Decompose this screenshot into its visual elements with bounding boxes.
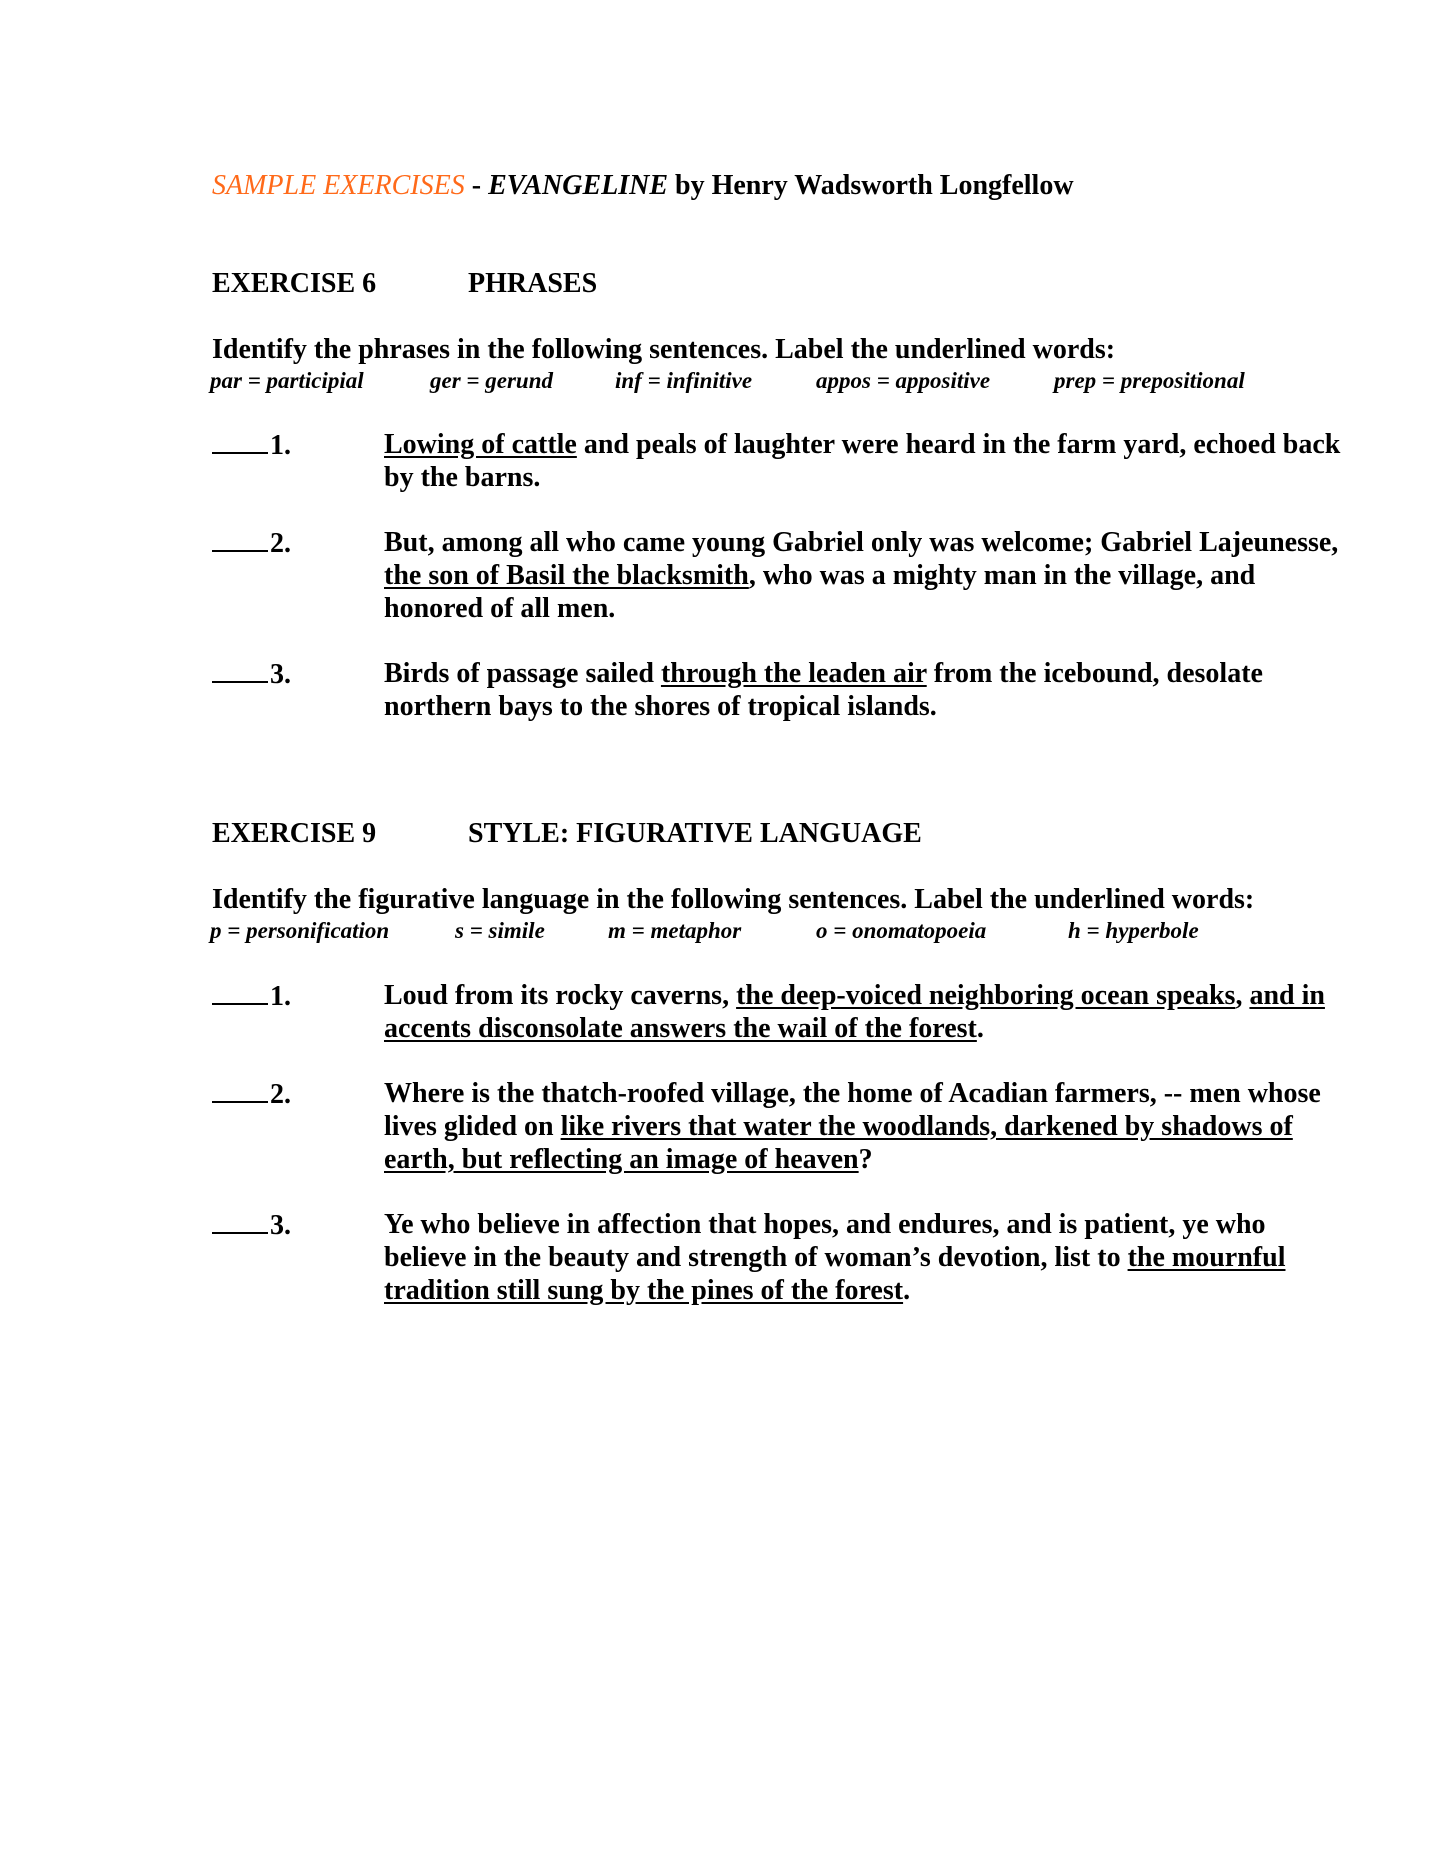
sentence-text: ? [858,1144,873,1175]
answer-blank[interactable] [212,657,291,691]
item-sentence [384,526,1344,625]
item-sentence [384,657,1344,723]
answer-line[interactable] [212,1208,268,1234]
answer-blank[interactable] [212,428,291,462]
legend-item: m = metaphor [608,918,742,943]
underlined-phrase: the son of Basil the blacksmith [384,560,749,591]
title-work: EVANGELINE [488,170,669,201]
legend-item: p = personification [210,918,390,943]
item-sentence [384,979,1344,1045]
sentence-text: But, among all who came young Gabriel only was welcome; Gabriel Lajeunesse, [384,527,1339,558]
page-title [212,170,1074,202]
underlined-phrase: and in accents disconsolate answers the wail of the forest [384,980,1325,1044]
answer-line[interactable] [212,428,268,454]
title-byline: by Henry Wadsworth Longfellow [668,170,1074,201]
sentence-text: Where is the thatch-roofed village, the home of Acadian farmers, -- men whose lives glided on [384,1078,1321,1142]
legend-item: h = hyperbole [1068,918,1199,943]
item-number: 3. [270,659,291,690]
underlined-phrase: the mournful tradition still sung by the pines of the forest [384,1242,1286,1306]
underlined-phrase: like rivers that water the woodlands, darkened by shadows of earth, but reflecting an image of heaven [384,1111,1293,1175]
item-number: 1. [270,430,291,461]
legend-item: s = simile [455,918,545,943]
sentence-text: . [976,1013,984,1044]
title-sample: SAMPLE EXERCISES [212,170,465,201]
title-dash: - [464,170,489,201]
answer-blank[interactable] [212,1208,291,1242]
answer-line[interactable] [212,526,268,552]
underlined-phrase: through the leaden air [660,658,927,689]
item-sentence [384,1077,1344,1176]
sentence-text: from the icebound, desolate northern bays to the shores of tropical islands. [384,658,1263,722]
exercise-6-instructions: Identify the phrases in the following sentences. Label the underlined words: [212,334,1116,365]
item-sentence [384,428,1344,494]
exercise-6-topic: PHRASES [468,268,598,299]
sentence-text: , who was a mighty man in the village, and honored of all men. [384,560,1256,624]
item-number: 2. [270,528,291,559]
exercise-9-instructions: Identify the figurative language in the following sentences. Label the underlined words: [212,884,1255,915]
legend-item: par = participial [210,368,364,393]
legend-item: ger = gerund [430,368,554,393]
underlined-phrase: the deep-voiced neighboring ocean speaks [736,980,1236,1011]
underlined-phrase: Lowing of cattle [384,429,577,460]
answer-line[interactable] [212,657,268,683]
legend-item: inf = infinitive [615,368,753,393]
item-number: 2. [270,1079,291,1110]
answer-blank[interactable] [212,979,291,1013]
item-number: 1. [270,981,291,1012]
exercise-6-heading [212,268,597,300]
answer-blank[interactable] [212,1077,291,1111]
legend-item: appos = appositive [816,368,991,393]
exercise-9-legend [210,918,1310,948]
sentence-text: Ye who believe in affection that hopes, and endures, and is patient, ye who believe in the beauty and strength of woman’s devotion, list to [384,1209,1266,1273]
sentence-text: and peals of laughter were heard in the farm yard, echoed back by the barns. [384,429,1341,493]
exercise-9-number: EXERCISE 9 [212,818,377,849]
legend-item: o = onomatopoeia [816,918,987,943]
exercise-6-legend [210,368,1310,398]
exercise-9-topic: STYLE: FIGURATIVE LANGUAGE [468,818,922,849]
answer-blank[interactable] [212,526,291,560]
sentence-text: , [1235,980,1250,1011]
exercise-9-heading [212,818,922,850]
item-number: 3. [270,1210,291,1241]
item-sentence [384,1208,1344,1307]
sentence-text: . [903,1275,911,1306]
legend-item: prep = prepositional [1054,368,1245,393]
sentence-text: Birds of passage sailed [384,658,661,689]
answer-line[interactable] [212,1077,268,1103]
answer-line[interactable] [212,979,268,1005]
sentence-text: Loud from its rocky caverns, [384,980,737,1011]
exercise-6-number: EXERCISE 6 [212,268,377,299]
